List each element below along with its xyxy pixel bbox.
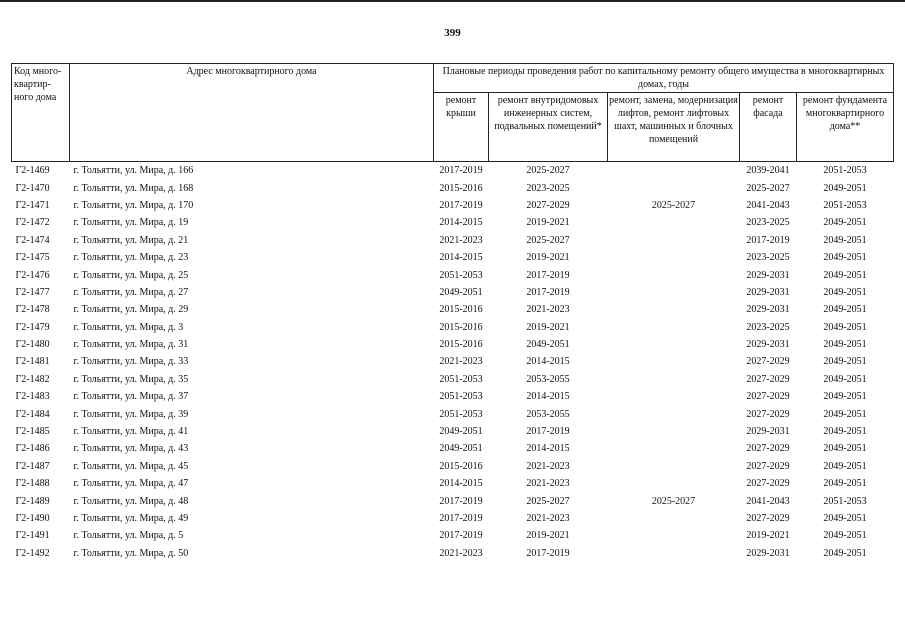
- cell-address: г. Тольятти, ул. Мира, д. 33: [73, 356, 189, 368]
- cell-facade: 2041-2043: [746, 495, 790, 507]
- cell-foundation: 2049-2051: [823, 373, 867, 385]
- cell-lifts: [608, 162, 740, 180]
- cell-roof: 2051-2053: [439, 269, 483, 281]
- table-row: [12, 214, 894, 231]
- cell-foundation: 2051-2053: [823, 199, 867, 211]
- table-row: [12, 249, 894, 266]
- cell-address: г. Тольятти, ул. Мира, д. 47: [73, 478, 189, 490]
- cell-foundation: 2049-2051: [823, 217, 867, 229]
- cell-lifts: [608, 336, 740, 353]
- cell-utilities: 2019-2021: [526, 321, 570, 333]
- cell-roof: 2049-2051: [439, 443, 483, 455]
- header-lifts: ремонт, замена, модернизация лифтов, ремонт лифтовых шахт, машинных и блочных помещений: [608, 93, 740, 162]
- cell-utilities: 2019-2021: [526, 217, 570, 229]
- cell-code: Г2-1491: [15, 530, 50, 542]
- table-row: [12, 336, 894, 353]
- table-row: [12, 266, 894, 283]
- cell-foundation: 2049-2051: [823, 530, 867, 542]
- cell-address: г. Тольятти, ул. Мира, д. 3: [73, 321, 184, 333]
- cell-lifts: [608, 510, 740, 527]
- cell-address: г. Тольятти, ул. Мира, д. 21: [73, 234, 189, 246]
- cell-facade: 2025-2027: [746, 182, 790, 194]
- cell-address: г. Тольятти, ул. Мира, д. 19: [73, 217, 189, 229]
- cell-code: Г2-1472: [15, 217, 50, 229]
- table-row: [12, 388, 894, 405]
- cell-roof: 2049-2051: [439, 426, 483, 438]
- cell-code: Г2-1482: [15, 373, 50, 385]
- cell-facade: 2023-2025: [746, 252, 790, 264]
- repair-schedule-table: [11, 63, 894, 562]
- table-row: [12, 510, 894, 527]
- cell-roof: 2021-2023: [439, 356, 483, 368]
- cell-roof: 2051-2053: [439, 408, 483, 420]
- cell-foundation: 2049-2051: [823, 460, 867, 472]
- cell-roof: 2017-2019: [439, 513, 483, 524]
- cell-facade: 2027-2029: [746, 391, 790, 403]
- table-row: [12, 423, 894, 440]
- cell-code: Г2-1486: [15, 443, 50, 455]
- cell-utilities: 2014-2015: [526, 356, 570, 368]
- cell-lifts: [608, 371, 740, 388]
- cell-utilities: 2017-2019: [526, 547, 570, 559]
- cell-address: г. Тольятти, ул. Мира, д. 31: [73, 339, 189, 351]
- cell-utilities: 2021-2023: [526, 304, 570, 316]
- cell-utilities: 2021-2023: [526, 460, 570, 472]
- cell-utilities: 2017-2019: [526, 286, 570, 298]
- cell-code: Г2-1469: [15, 165, 50, 177]
- table-row: [12, 475, 894, 492]
- header-foundation: ремонт фундамента многоквартирного дома**: [797, 93, 894, 162]
- table-row: [12, 371, 894, 388]
- cell-roof: 2015-2016: [439, 339, 483, 351]
- cell-facade: 2023-2025: [746, 217, 790, 229]
- cell-utilities: 2021-2023: [526, 513, 570, 524]
- cell-address: г. Тольятти, ул. Мира, д. 168: [73, 182, 194, 194]
- cell-lifts: [608, 545, 740, 562]
- cell-facade: 2027-2029: [746, 356, 790, 368]
- cell-utilities: 2021-2023: [526, 478, 570, 490]
- top-rule: [0, 0, 905, 2]
- header-address: Адрес многоквартирного дома: [70, 64, 434, 162]
- cell-lifts: [608, 388, 740, 405]
- cell-lifts: 2025-2027: [651, 199, 696, 211]
- cell-roof: 2049-2051: [439, 286, 483, 298]
- cell-utilities: 2019-2021: [526, 252, 570, 264]
- cell-address: г. Тольятти, ул. Мира, д. 49: [73, 513, 189, 524]
- cell-roof: 2015-2016: [439, 304, 483, 316]
- cell-lifts: 2025-2027: [651, 495, 696, 507]
- table-row: [12, 179, 894, 196]
- cell-facade: 2029-2031: [746, 339, 790, 351]
- table-row: [12, 232, 894, 249]
- cell-code: Г2-1479: [15, 321, 50, 333]
- cell-facade: 2029-2031: [746, 286, 790, 298]
- table-row: [12, 319, 894, 336]
- cell-code: Г2-1492: [15, 547, 50, 559]
- cell-utilities: 2014-2015: [526, 443, 570, 455]
- cell-facade: 2027-2029: [746, 373, 790, 385]
- cell-roof: 2051-2053: [439, 391, 483, 403]
- page-number: 399: [444, 27, 461, 39]
- table-row: [12, 440, 894, 457]
- cell-lifts: [608, 232, 740, 249]
- cell-roof: 2017-2019: [439, 530, 483, 542]
- cell-foundation: 2049-2051: [823, 252, 867, 264]
- cell-utilities: 2019-2021: [526, 530, 570, 542]
- cell-utilities: 2049-2051: [526, 339, 570, 351]
- cell-roof: 2015-2016: [439, 182, 483, 194]
- header-periods: Плановые периоды проведения работ по капитальному ремонту общего имущества в многоквартирных домах, годы: [434, 64, 894, 93]
- cell-lifts: [608, 284, 740, 301]
- cell-utilities: 2014-2015: [526, 391, 570, 403]
- cell-code: Г2-1477: [15, 286, 50, 298]
- cell-lifts: [608, 249, 740, 266]
- header-facade: ремонт фасада: [740, 93, 797, 162]
- cell-utilities: 2023-2025: [526, 182, 570, 194]
- header-code: Код много-квартир-ного дома: [12, 64, 70, 162]
- cell-utilities: 2017-2019: [526, 269, 570, 281]
- cell-roof: 2051-2053: [439, 373, 483, 385]
- cell-code: Г2-1484: [15, 408, 50, 420]
- cell-code: Г2-1480: [15, 339, 50, 351]
- cell-address: г. Тольятти, ул. Мира, д. 170: [73, 199, 194, 211]
- cell-foundation: 2049-2051: [823, 356, 867, 368]
- cell-roof: 2015-2016: [439, 460, 483, 472]
- cell-utilities: 2027-2029: [526, 199, 570, 211]
- cell-address: г. Тольятти, ул. Мира, д. 37: [73, 391, 189, 403]
- cell-foundation: 2049-2051: [823, 391, 867, 403]
- table-row: [12, 405, 894, 422]
- cell-roof: 2021-2023: [439, 547, 483, 559]
- cell-roof: 2015-2016: [439, 321, 483, 333]
- cell-roof: 2014-2015: [439, 252, 483, 264]
- table-row: [12, 353, 894, 370]
- cell-lifts: [608, 527, 740, 544]
- cell-lifts: [608, 475, 740, 492]
- cell-facade: 2039-2041: [746, 165, 790, 177]
- cell-foundation: 2049-2051: [823, 286, 867, 298]
- cell-utilities: 2025-2027: [526, 165, 570, 177]
- cell-roof: 2014-2015: [439, 478, 483, 490]
- cell-foundation: 2049-2051: [823, 339, 867, 351]
- cell-facade: 2027-2029: [746, 408, 790, 420]
- cell-address: г. Тольятти, ул. Мира, д. 25: [73, 269, 189, 281]
- cell-lifts: [608, 440, 740, 457]
- cell-address: г. Тольятти, ул. Мира, д. 45: [73, 460, 189, 472]
- table-row: [12, 492, 894, 509]
- cell-lifts: [608, 423, 740, 440]
- cell-foundation: 2049-2051: [823, 408, 867, 420]
- cell-code: Г2-1489: [15, 495, 50, 507]
- table-row: [12, 458, 894, 475]
- table-row: [12, 545, 894, 562]
- cell-utilities: 2053-2055: [526, 408, 570, 420]
- cell-facade: 2027-2029: [746, 460, 790, 472]
- cell-roof: 2017-2019: [439, 199, 483, 211]
- cell-lifts: [608, 266, 740, 283]
- cell-foundation: 2051-2053: [823, 165, 867, 177]
- cell-code: Г2-1487: [15, 460, 50, 472]
- cell-facade: 2027-2029: [746, 513, 790, 524]
- cell-code: Г2-1478: [15, 304, 50, 316]
- table-row: [12, 197, 894, 214]
- table-row: [12, 284, 894, 301]
- cell-code: Г2-1471: [15, 199, 50, 211]
- header-roof: ремонт крыши: [434, 93, 489, 162]
- table-header: [12, 64, 894, 162]
- table-row: [12, 301, 894, 318]
- cell-code: Г2-1488: [15, 478, 50, 490]
- cell-foundation: 2049-2051: [823, 234, 867, 246]
- cell-foundation: 2049-2051: [823, 513, 867, 524]
- header-utilities: ремонт внутридомовых инженерных систем, подвальных помещений*: [489, 93, 608, 162]
- cell-foundation: 2049-2051: [823, 426, 867, 438]
- cell-roof: 2021-2023: [439, 234, 483, 246]
- cell-roof: 2014-2015: [439, 217, 483, 229]
- cell-lifts: [608, 458, 740, 475]
- cell-utilities: 2025-2027: [526, 234, 570, 246]
- cell-code: Г2-1474: [15, 234, 50, 246]
- cell-lifts: [608, 301, 740, 318]
- cell-code: Г2-1483: [15, 391, 50, 403]
- cell-address: г. Тольятти, ул. Мира, д. 166: [73, 165, 194, 177]
- table-body: [12, 162, 894, 562]
- cell-facade: 2027-2029: [746, 443, 790, 455]
- cell-address: г. Тольятти, ул. Мира, д. 50: [73, 547, 189, 559]
- cell-address: г. Тольятти, ул. Мира, д. 27: [73, 286, 189, 298]
- table-row: [12, 527, 894, 544]
- cell-utilities: 2053-2055: [526, 373, 570, 385]
- cell-facade: 2023-2025: [746, 321, 790, 333]
- cell-foundation: 2049-2051: [823, 321, 867, 333]
- cell-utilities: 2017-2019: [526, 426, 570, 438]
- cell-foundation: 2049-2051: [823, 547, 867, 559]
- cell-address: г. Тольятти, ул. Мира, д. 39: [73, 408, 189, 420]
- cell-facade: 2041-2043: [746, 199, 790, 211]
- cell-lifts: [608, 179, 740, 196]
- cell-facade: 2029-2031: [746, 547, 790, 559]
- cell-lifts: [608, 319, 740, 336]
- cell-address: г. Тольятти, ул. Мира, д. 29: [73, 304, 189, 316]
- cell-foundation: 2049-2051: [823, 443, 867, 455]
- cell-address: г. Тольятти, ул. Мира, д. 5: [73, 530, 184, 542]
- cell-code: Г2-1481: [15, 356, 50, 368]
- cell-roof: 2017-2019: [439, 165, 483, 177]
- cell-address: г. Тольятти, ул. Мира, д. 43: [73, 443, 189, 455]
- cell-facade: 2029-2031: [746, 269, 790, 281]
- cell-address: г. Тольятти, ул. Мира, д. 35: [73, 373, 189, 385]
- cell-code: Г2-1470: [15, 182, 50, 194]
- cell-code: Г2-1490: [15, 513, 50, 524]
- cell-address: г. Тольятти, ул. Мира, д. 41: [73, 426, 189, 438]
- cell-lifts: [608, 405, 740, 422]
- cell-code: Г2-1485: [15, 426, 50, 438]
- cell-lifts: [608, 353, 740, 370]
- cell-foundation: 2049-2051: [823, 478, 867, 490]
- cell-facade: 2029-2031: [746, 304, 790, 316]
- cell-facade: 2017-2019: [746, 234, 790, 246]
- cell-foundation: 2049-2051: [823, 304, 867, 316]
- cell-address: г. Тольятти, ул. Мира, д. 23: [73, 252, 189, 264]
- cell-facade: 2029-2031: [746, 426, 790, 438]
- cell-code: Г2-1475: [15, 252, 50, 264]
- cell-facade: 2027-2029: [746, 478, 790, 490]
- cell-lifts: [608, 214, 740, 231]
- cell-roof: 2017-2019: [439, 495, 483, 507]
- cell-foundation: 2051-2053: [823, 495, 867, 507]
- cell-foundation: 2049-2051: [823, 182, 867, 194]
- cell-utilities: 2025-2027: [526, 495, 570, 507]
- table-row: [12, 162, 894, 180]
- cell-code: Г2-1476: [15, 269, 50, 281]
- cell-facade: 2019-2021: [746, 530, 790, 542]
- cell-foundation: 2049-2051: [823, 269, 867, 281]
- cell-address: г. Тольятти, ул. Мира, д. 48: [73, 495, 189, 507]
